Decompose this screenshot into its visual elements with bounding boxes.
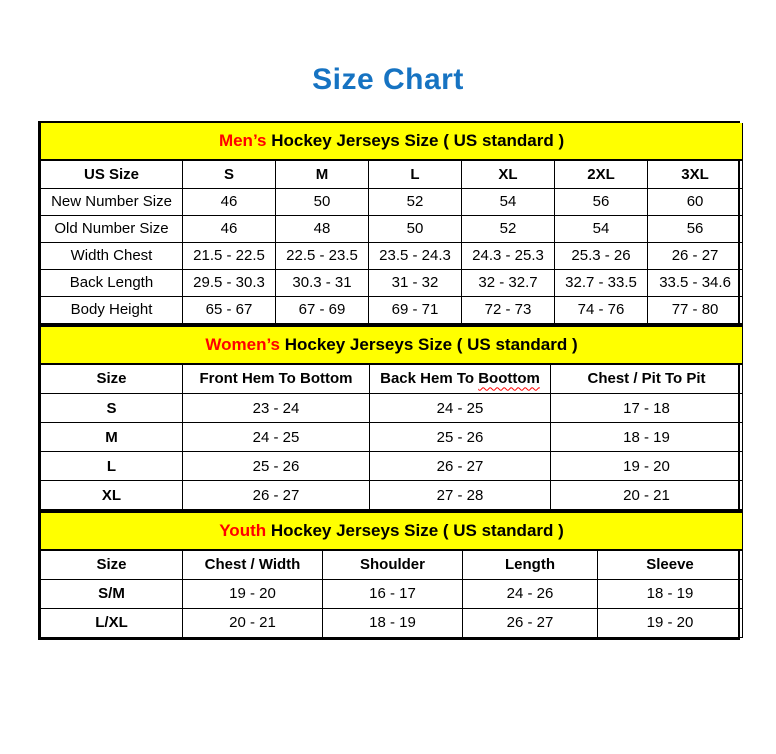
womens-section-title-text: Hockey Jerseys Size ( US standard )	[284, 334, 578, 354]
cell: 18 - 19	[323, 608, 463, 637]
table-row	[41, 325, 743, 364]
cell: 22.5 - 23.5	[276, 242, 369, 269]
cell: 65 - 67	[183, 296, 276, 323]
column-header: Shoulder	[323, 550, 463, 579]
row-label: Width Chest	[41, 242, 183, 269]
cell: 67 - 69	[276, 296, 369, 323]
cell: 19 - 20	[183, 579, 323, 608]
misspelled-word: Boottom	[478, 370, 540, 388]
youth-section-title-text: Hockey Jerseys Size ( US standard )	[270, 521, 564, 540]
column-header: 3XL	[648, 160, 743, 188]
column-header: 2XL	[555, 160, 648, 188]
cell: 26 - 27	[463, 608, 598, 637]
cell: 46	[183, 215, 276, 242]
cell: 29.5 - 30.3	[183, 269, 276, 296]
row-label: XL	[41, 481, 183, 510]
cell: 54	[462, 188, 555, 215]
row-label: L	[41, 452, 183, 481]
cell: 77 - 80	[648, 296, 743, 323]
cell: 24 - 26	[463, 579, 598, 608]
cell: 69 - 71	[369, 296, 462, 323]
cell: 19 - 20	[598, 608, 743, 637]
cell: 26 - 27	[370, 452, 551, 481]
column-header: US Size	[41, 160, 183, 188]
cell: 24 - 25	[370, 394, 551, 423]
cell: 56	[648, 215, 743, 242]
cell: 19 - 20	[551, 452, 743, 481]
cell: 23.5 - 24.3	[369, 242, 462, 269]
cell: 54	[555, 215, 648, 242]
cell: 50	[276, 188, 369, 215]
cell: 20 - 21	[183, 608, 323, 637]
page-title: Size Chart	[312, 63, 464, 96]
youth-section-header	[41, 512, 743, 551]
table-row	[41, 452, 743, 481]
womens-accent-word: Women’s	[205, 334, 280, 354]
womens-size-table	[40, 324, 743, 511]
table-row	[41, 160, 743, 188]
cell: 24.3 - 25.3	[462, 242, 555, 269]
cell: 74 - 76	[555, 296, 648, 323]
column-header: M	[276, 160, 369, 188]
column-header: S	[183, 160, 276, 188]
column-header: Chest / Pit To Pit	[551, 364, 743, 394]
youth-accent-word: Youth	[219, 521, 267, 540]
table-row	[41, 608, 743, 637]
table-row	[41, 394, 743, 423]
column-header-back-hem	[370, 364, 551, 394]
row-label: Back Length	[41, 269, 183, 296]
size-chart-tables	[38, 121, 740, 640]
cell: 56	[555, 188, 648, 215]
table-row	[41, 550, 743, 579]
cell: 25 - 26	[183, 452, 370, 481]
cell: 52	[369, 188, 462, 215]
cell: 31 - 32	[369, 269, 462, 296]
row-label: M	[41, 423, 183, 452]
cell: 50	[369, 215, 462, 242]
row-label: L/XL	[41, 608, 183, 637]
row-label: S	[41, 394, 183, 423]
cell: 20 - 21	[551, 481, 743, 510]
table-row	[41, 364, 743, 394]
column-header: Front Hem To Bottom	[183, 364, 370, 394]
table-row	[41, 123, 743, 160]
table-row	[41, 512, 743, 551]
mens-section-title-text: Hockey Jerseys Size ( US standard )	[271, 131, 565, 150]
womens-section-header	[41, 325, 743, 364]
table-row	[41, 242, 743, 269]
cell: 60	[648, 188, 743, 215]
cell: 26 - 27	[648, 242, 743, 269]
cell: 23 - 24	[183, 394, 370, 423]
cell: 21.5 - 22.5	[183, 242, 276, 269]
cell: 48	[276, 215, 369, 242]
row-label: New Number Size	[41, 188, 183, 215]
table-row	[41, 269, 743, 296]
cell: 30.3 - 31	[276, 269, 369, 296]
cell: 18 - 19	[551, 423, 743, 452]
table-row	[41, 215, 743, 242]
cell: 72 - 73	[462, 296, 555, 323]
mens-section-header	[41, 123, 743, 160]
youth-size-table	[40, 510, 743, 638]
table-row	[41, 188, 743, 215]
cell: 24 - 25	[183, 423, 370, 452]
column-header: Length	[463, 550, 598, 579]
cell: 46	[183, 188, 276, 215]
mens-accent-word: Men’s	[218, 131, 267, 150]
column-header: Size	[41, 550, 183, 579]
cell: 32.7 - 33.5	[555, 269, 648, 296]
cell: 25 - 26	[370, 423, 551, 452]
column-header: Chest / Width	[183, 550, 323, 579]
cell: 33.5 - 34.6	[648, 269, 743, 296]
column-header: XL	[462, 160, 555, 188]
cell: 27 - 28	[370, 481, 551, 510]
cell: 26 - 27	[183, 481, 370, 510]
table-row	[41, 481, 743, 510]
table-row	[41, 423, 743, 452]
row-label: Old Number Size	[41, 215, 183, 242]
table-row	[41, 579, 743, 608]
cell: 16 - 17	[323, 579, 463, 608]
row-label: S/M	[41, 579, 183, 608]
mens-size-table	[40, 123, 743, 324]
cell: 17 - 18	[551, 394, 743, 423]
table-row	[41, 296, 743, 323]
cell: 32 - 32.7	[462, 269, 555, 296]
back-hem-prefix: Back Hem To	[380, 370, 475, 388]
cell: 52	[462, 215, 555, 242]
column-header: Size	[41, 364, 183, 394]
cell: 18 - 19	[598, 579, 743, 608]
cell: 25.3 - 26	[555, 242, 648, 269]
column-header: Sleeve	[598, 550, 743, 579]
row-label: Body Height	[41, 296, 183, 323]
column-header: L	[369, 160, 462, 188]
